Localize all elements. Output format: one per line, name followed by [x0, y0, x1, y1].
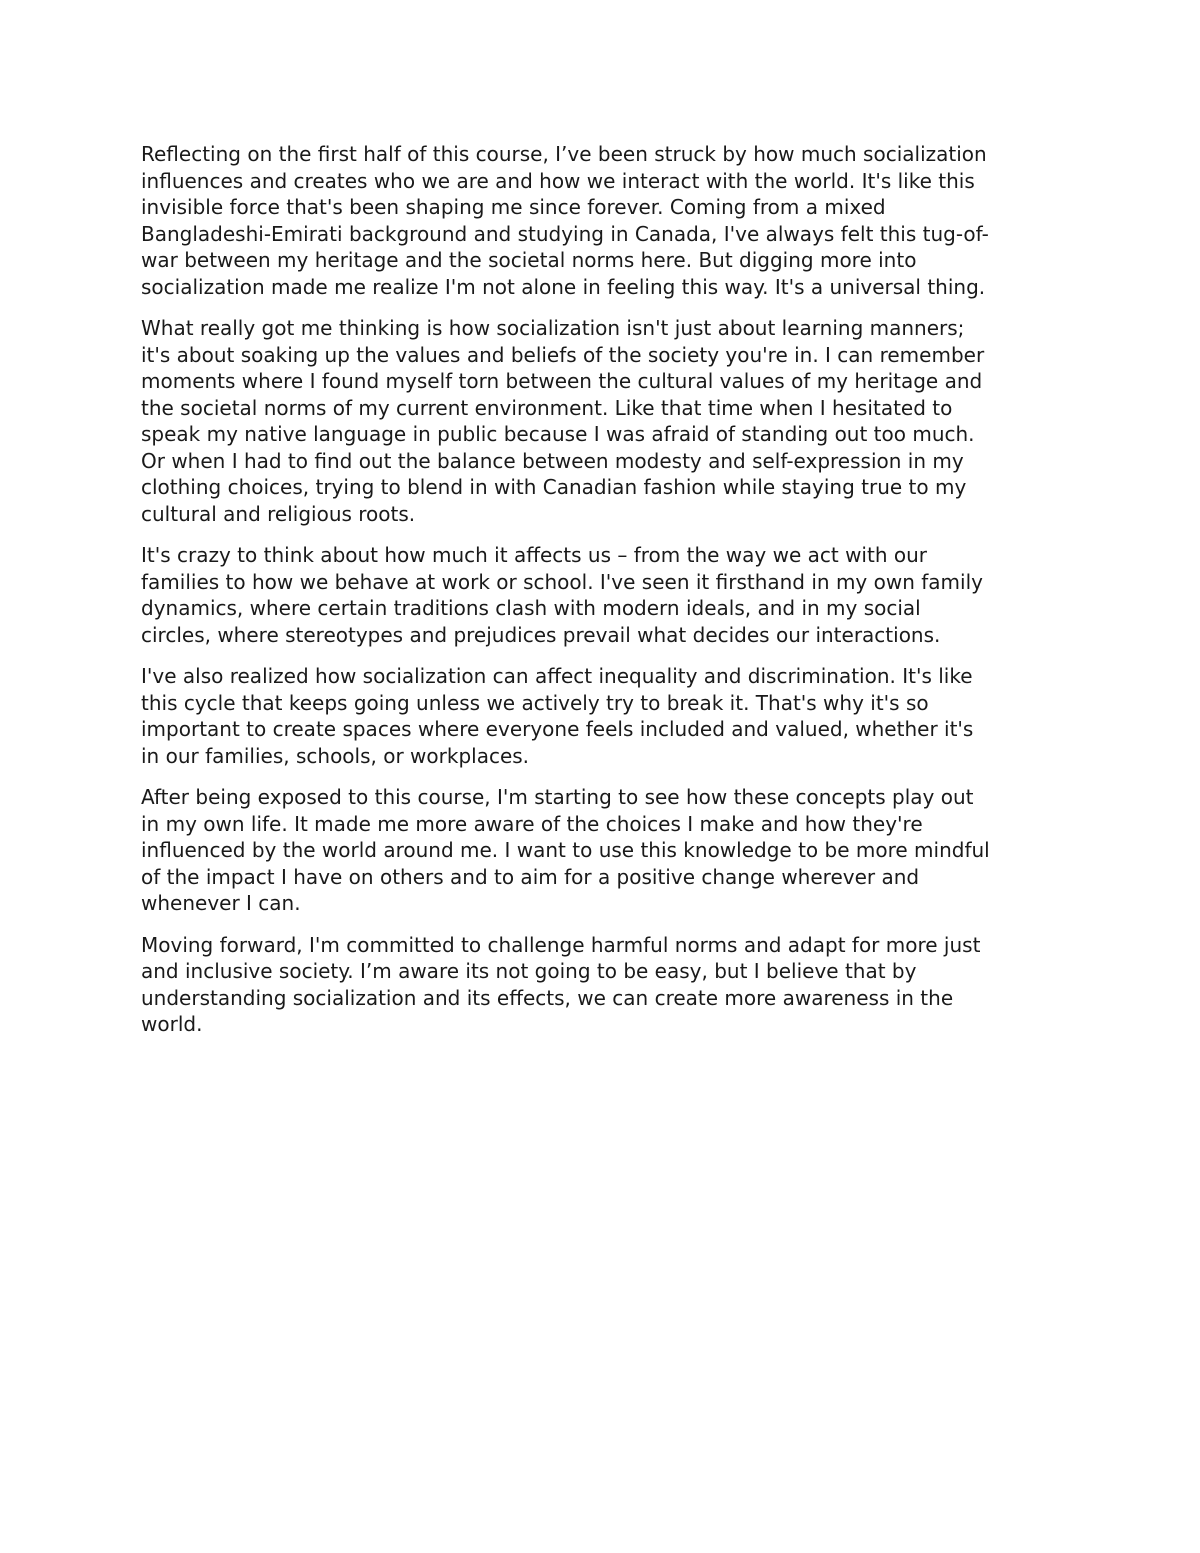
paragraph-1: Reflecting on the first half of this course, I’ve been struck by how much socialization influences and creates who we are and how we interact with the world. It's like this invisible force that's been shaping me since forever. Coming from a mixed Bangladeshi-Emirati background and studying in Canada, I've always felt this tug-of- war between my heritage and the societal norms here. But digging more into socialization made me realize I'm not alone in feeling this way. It's a universal thing.: [141, 142, 989, 299]
paragraph-2: What really got me thinking is how socialization isn't just about learning manners; it's about soaking up the values and beliefs of the society you're in. I can remember moments where I found myself torn between the cultural values of my heritage and the societal norms of my current environment. Like that time when I hesitated to speak my native language in public because I was afraid of standing out too much. Or when I had to find out the balance between modesty and self-expression in my clothing choices, trying to blend in with Canadian fashion while staying true to my cultural and religious roots.: [141, 316, 985, 526]
paragraph-6: Moving forward, I'm committed to challenge harmful norms and adapt for more just and inclusive society. I’m aware its not going to be easy, but I believe that by understanding socialization and its effects, we can create more awareness in the world.: [141, 932, 981, 1036]
paragraph-5: After being exposed to this course, I'm starting to see how these concepts play out in my own life. It made me more aware of the choices I make and how they're influenced by the world around me. I want to use this knowledge to be more mindful of the impact I have on others and to aim for a positive change wherever and whenever I can.: [141, 785, 990, 915]
document-body: [141, 141, 1063, 1053]
paragraph-3: It's crazy to think about how much it affects us – from the way we act with our families to how we behave at work or school. I've seen it firsthand in my own family dynamics, where certain traditions clash with modern ideals, and in my social circles, where stereotypes and prejudices prevail what decides our interactions.: [141, 543, 983, 647]
paragraph-4: I've also realized how socialization can affect inequality and discrimination. It's like this cycle that keeps going unless we actively try to break it. That's why it's so important to create spaces where everyone feels included and valued, whether it's in our families, schools, or workplaces.: [141, 664, 974, 768]
